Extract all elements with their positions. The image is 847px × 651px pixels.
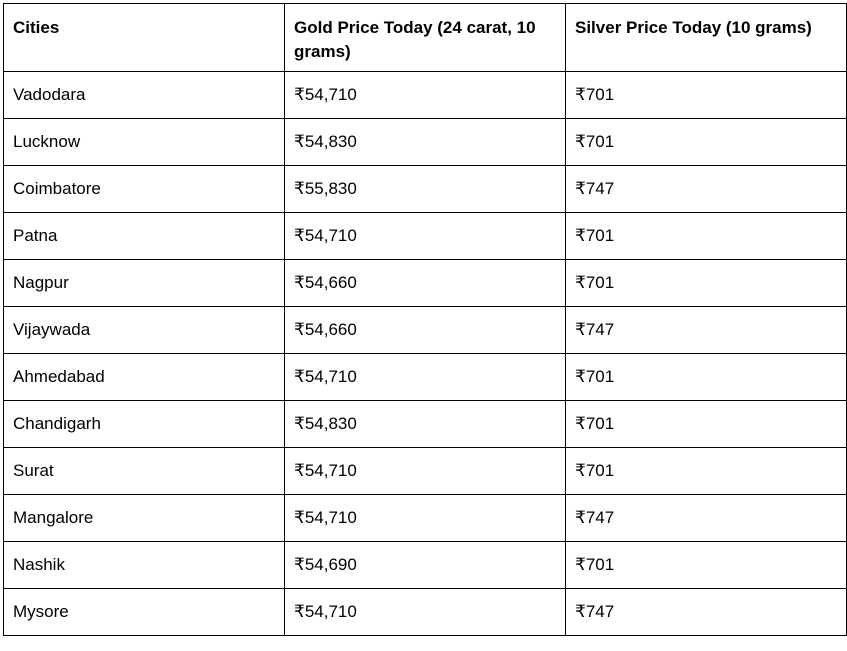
city-cell: Coimbatore [4,166,285,213]
city-cell: Nashik [4,542,285,589]
table-row [4,307,847,354]
silver-price-cell: ₹747 [566,589,847,636]
gold-silver-price-table [3,3,847,636]
silver-price-cell: ₹701 [566,119,847,166]
city-cell: Nagpur [4,260,285,307]
city-cell: Patna [4,213,285,260]
city-cell: Chandigarh [4,401,285,448]
silver-price-cell: ₹701 [566,260,847,307]
city-cell: Ahmedabad [4,354,285,401]
city-cell: Lucknow [4,119,285,166]
silver-price-cell: ₹701 [566,213,847,260]
gold-price-cell: ₹54,690 [285,542,566,589]
city-cell: Surat [4,448,285,495]
city-cell: Mangalore [4,495,285,542]
gold-price-cell: ₹54,710 [285,354,566,401]
silver-price-cell: ₹701 [566,72,847,119]
gold-price-cell: ₹54,660 [285,260,566,307]
table-row [4,72,847,119]
table-row [4,495,847,542]
table-row [4,213,847,260]
silver-price-cell: ₹701 [566,448,847,495]
city-cell: Vijaywada [4,307,285,354]
silver-price-cell: ₹747 [566,166,847,213]
table-row [4,542,847,589]
gold-price-cell: ₹54,710 [285,72,566,119]
header-gold-price: Gold Price Today (24 carat, 10 grams) [285,4,566,72]
silver-price-cell: ₹747 [566,307,847,354]
table-row [4,448,847,495]
silver-price-cell: ₹701 [566,354,847,401]
table-row [4,166,847,213]
table-row [4,260,847,307]
table-row [4,354,847,401]
table-row [4,119,847,166]
table-header-row [4,4,847,72]
city-cell: Mysore [4,589,285,636]
gold-price-cell: ₹54,830 [285,119,566,166]
header-cities: Cities [4,4,285,72]
gold-price-cell: ₹54,660 [285,307,566,354]
table-row [4,401,847,448]
city-cell: Vadodara [4,72,285,119]
silver-price-cell: ₹701 [566,542,847,589]
gold-price-cell: ₹54,710 [285,213,566,260]
gold-price-cell: ₹55,830 [285,166,566,213]
gold-price-cell: ₹54,710 [285,495,566,542]
gold-price-cell: ₹54,710 [285,589,566,636]
header-silver-price: Silver Price Today (10 grams) [566,4,847,72]
silver-price-cell: ₹701 [566,401,847,448]
table-row [4,589,847,636]
silver-price-cell: ₹747 [566,495,847,542]
price-table-container [3,3,847,636]
gold-price-cell: ₹54,830 [285,401,566,448]
gold-price-cell: ₹54,710 [285,448,566,495]
